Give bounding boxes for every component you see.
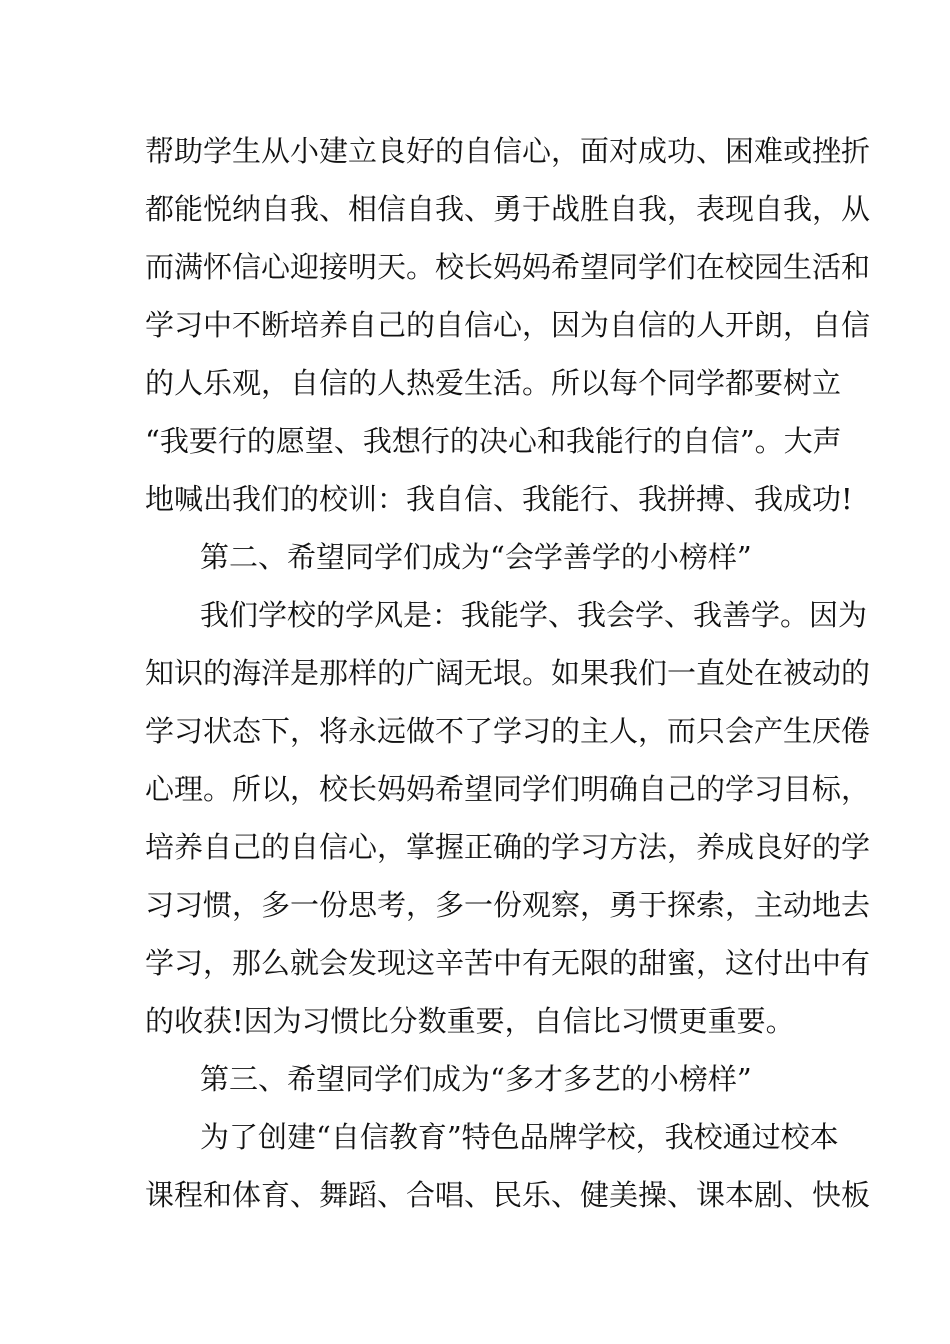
text-line: 习习惯，多一份思考，多一份观察，勇于探索，主动地去 — [145, 888, 871, 922]
text-line: 而满怀信心迎接明天。校长妈妈希望同学们在校园生活和 — [145, 250, 871, 284]
text-line: 都能悦纳自我、相信自我、勇于战胜自我，表现自我，从 — [145, 192, 871, 226]
text-line: 我们学校的学风是：我能学、我会学、我善学。因为 — [200, 598, 868, 632]
text-line: 学习，那么就会发现这辛苦中有无限的甜蜜，这付出中有 — [145, 946, 871, 980]
text-line: 学习中不断培养自己的自信心，因为自信的人开朗，自信 — [145, 308, 871, 342]
text-line: “我要行的愿望、我想行的决心和我能行的自信”。大声 — [145, 424, 842, 458]
text-line: 课程和体育、舞蹈、合唱、民乐、健美操、课本剧、快板 — [145, 1178, 871, 1212]
document-body — [145, 122, 871, 1224]
text-line: 学习状态下，将永远做不了学习的主人，而只会产生厌倦 — [145, 714, 871, 748]
section-heading: 第二、希望同学们成为“会学善学的小榜样” — [200, 540, 752, 574]
text-line: 帮助学生从小建立良好的自信心，面对成功、困难或挫折 — [145, 134, 871, 168]
text-line: 培养自己的自信心，掌握正确的学习方法，养成良好的学 — [145, 830, 871, 864]
text-line: 的人乐观，自信的人热爱生活。所以每个同学都要树立 — [145, 366, 842, 400]
text-line: 为了创建“自信教育”特色品牌学校，我校通过校本 — [200, 1120, 839, 1154]
text-line: 知识的海洋是那样的广阔无垠。如果我们一直处在被动的 — [145, 656, 871, 690]
text-line: 地喊出我们的校训：我自信、我能行、我拼搏、我成功! — [145, 482, 853, 516]
text-line: 的收获!因为习惯比分数重要，自信比习惯更重要。 — [145, 1004, 795, 1038]
section-heading: 第三、希望同学们成为“多才多艺的小榜样” — [200, 1062, 752, 1096]
text-line: 心理。所以，校长妈妈希望同学们明确自己的学习目标， — [145, 772, 871, 806]
